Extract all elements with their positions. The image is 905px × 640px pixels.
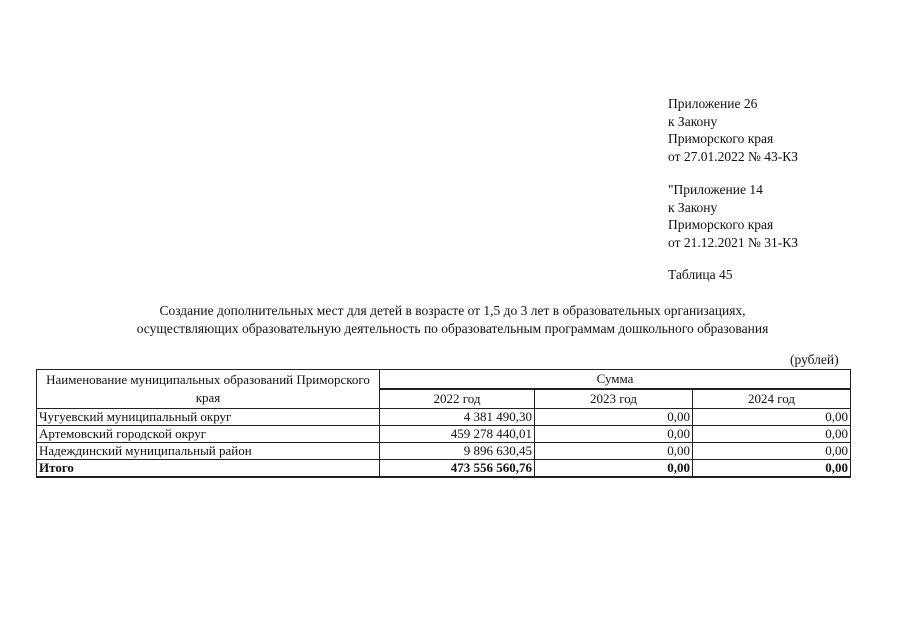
row-value-2023: 0,00: [535, 409, 693, 426]
table-row: [37, 426, 851, 443]
header-year-2023: 2023 год: [535, 389, 693, 409]
appendix-amended-line3: Приморского края: [668, 217, 774, 232]
funding-table: [36, 369, 851, 478]
row-value-2023: 0,00: [535, 443, 693, 460]
title-line-2: осуществляющих образовательную деятельность по образовательным программам дошкольного образования: [136, 321, 769, 336]
appendix-current-line4: от 27.01.2022 № 43-КЗ: [668, 148, 798, 164]
appendix-current-line2: к Закону: [668, 113, 718, 129]
total-label: Итого: [37, 460, 380, 478]
row-name: Чугуевский муниципальный округ: [37, 409, 380, 426]
appendix-amended-line2: к Закону: [668, 199, 718, 215]
row-name: Надеждинский муниципальный район: [37, 443, 380, 460]
row-value-2022: 4 381 490,30: [380, 409, 535, 426]
total-value-2022: 473 556 560,76: [380, 460, 535, 478]
row-value-2024: 0,00: [693, 443, 851, 460]
row-value-2022: 9 896 630,45: [380, 443, 535, 460]
total-value-2023: 0,00: [535, 460, 693, 478]
row-value-2024: 0,00: [693, 426, 851, 443]
title-line-1: Создание дополнительных мест для детей в возрасте от 1,5 до 3 лет в образовательных организациях,: [159, 303, 746, 318]
header-year-2024: 2024 год: [693, 389, 851, 409]
unit-label: (рублей): [790, 352, 839, 367]
appendix-current-line3: Приморского края: [668, 131, 774, 146]
table-row: [37, 409, 851, 426]
appendix-amended-line1: "Приложение 14: [668, 182, 763, 197]
row-value-2022: 459 278 440,01: [380, 426, 535, 443]
header-municipality: Наименование муниципальных образований Приморского края: [37, 370, 380, 409]
appendix-current-block: [668, 95, 798, 165]
row-name: Артемовский городской округ: [37, 426, 380, 443]
document-title: [30, 302, 875, 338]
table-row: [37, 443, 851, 460]
row-value-2023: 0,00: [535, 426, 693, 443]
appendix-amended-block: [668, 181, 798, 251]
table-header-row: [37, 370, 851, 390]
appendix-amended-line4: от 21.12.2021 № 31-КЗ: [668, 234, 798, 250]
table-number: Таблица 45: [668, 267, 733, 282]
table-total-row: [37, 460, 851, 478]
total-value-2024: 0,00: [693, 460, 851, 478]
row-value-2024: 0,00: [693, 409, 851, 426]
appendix-current-line1: Приложение 26: [668, 96, 758, 111]
header-year-2022: 2022 год: [380, 389, 535, 409]
header-sum: Сумма: [380, 370, 851, 390]
